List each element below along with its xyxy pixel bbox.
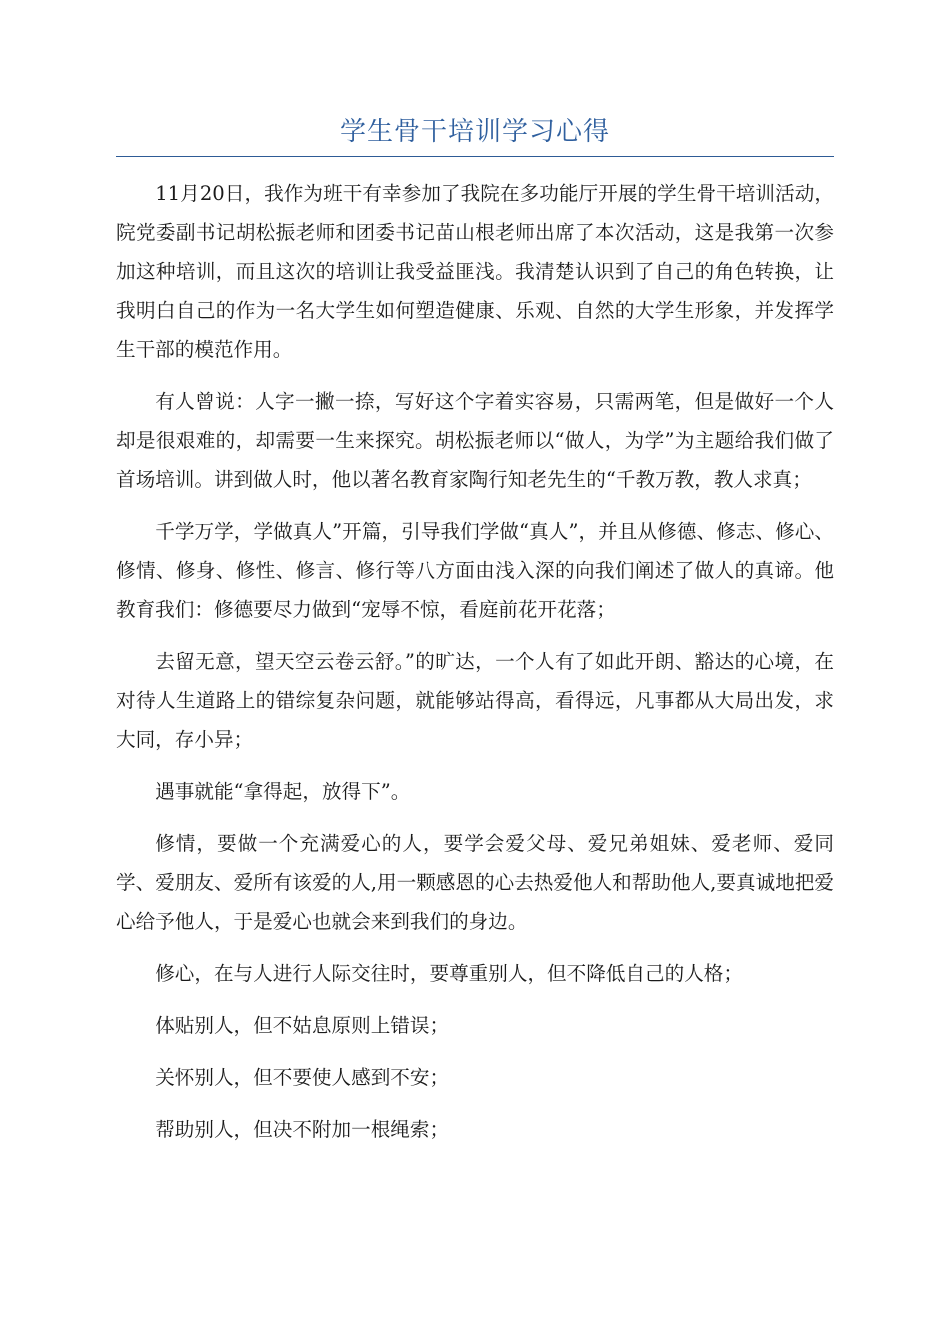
paragraph: 千学万学，学做真人”开篇，引导我们学做“真人”，并且从修德、修志、修心、修情、修身、修性、修言、修行等八方面由浅入深的向我们阐述了做人的真谛。他教育我们：修德要尽力做到“宠辱不惊，看庭前花开花落；: [116, 520, 834, 621]
paragraph: 帮助别人，但决不附加一根绳索；: [155, 1118, 450, 1141]
document-body: [116, 174, 834, 1162]
paragraph: 遇事就能“拿得起，放得下”。: [155, 780, 411, 803]
paragraph: 关怀别人，但不要使人感到不安；: [155, 1066, 450, 1089]
paragraph: 体贴别人，但不姑息原则上错误；: [155, 1014, 450, 1037]
document-title: 学生骨干培训学习心得: [339, 117, 610, 147]
title-block: [116, 112, 834, 157]
paragraph: 有人曾说：人字一撇一捺，写好这个字着实容易，只需两笔，但是做好一个人却是很艰难的，却需要一生来探究。胡松振老师以“做人，为学”为主题给我们做了首场培训。讲到做人时，他以著名教育家陶行知老先生的“千教万教，教人求真；: [116, 390, 834, 491]
paragraph: 去留无意，望天空云卷云舒。”的旷达，一个人有了如此开朗、豁达的心境，在对待人生道路上的错综复杂问题，就能够站得高，看得远，凡事都从大局出发，求大同，存小异；: [116, 650, 834, 751]
paragraph: 修心，在与人进行人际交往时，要尊重别人，但不降低自己的人格；: [155, 962, 743, 985]
paragraph: 11月20日，我作为班干有幸参加了我院在多功能厅开展的学生骨干培训活动，院党委副书记胡松振老师和团委书记苗山根老师出席了本次活动，这是我第一次参加这种培训，而且这次的培训让我受益匪浅。我清楚认识到了自己的角色转换，让我明白自己的作为一名大学生如何塑造健康、乐观、自然的大学生形象，并发挥学生干部的模范作用。: [116, 182, 834, 361]
paragraph: 修情，要做一个充满爱心的人，要学会爱父母、爱兄弟姐妹、爱老师、爱同学、爱朋友、爱所有该爱的人,用一颗感恩的心去热爱他人和帮助他人,要真诚地把爱心给予他人，于是爱心也就会来到我们的身边。: [116, 832, 834, 933]
